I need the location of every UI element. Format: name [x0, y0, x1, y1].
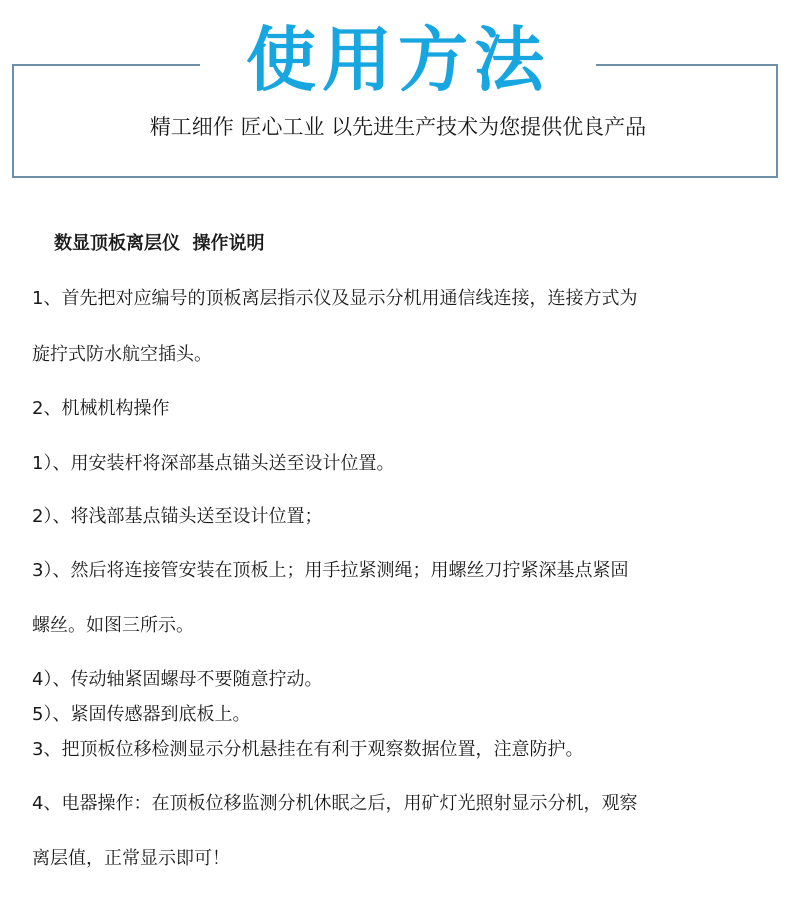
instruction-line-1: 1、首先把对应编号的顶板离层指示仪及显示分机用通信线连接，连接方式为	[32, 288, 638, 309]
instruction-line-8: 4）、传动轴紧固螺母不要随意拧动。	[32, 669, 323, 690]
instruction-line-3: 2、机械机构操作	[32, 398, 170, 419]
manual-title: 数显顶板离层仪 操作说明	[54, 233, 265, 254]
slogan: 精工细作 匠心工业 以先进生产技术为您提供优良产品	[149, 115, 647, 139]
instruction-line-6: 3）、然后将连接管安装在顶板上；用手拉紧测绳；用螺丝刀拧紧深基点紧固	[32, 560, 629, 581]
instruction-line-4: 1）、用安装杆将深部基点锚头送至设计位置。	[32, 453, 395, 474]
instruction-line-11: 4、电器操作：在顶板位移监测分机休眠之后，用矿灯光照射显示分机，观察	[32, 793, 638, 814]
page-title: 使用方法	[246, 19, 550, 101]
instruction-line-2: 旋拧式防水航空插头。	[32, 344, 212, 365]
instruction-line-12: 离层值，正常显示即可！	[32, 848, 230, 869]
instruction-line-10: 3、把顶板位移检测显示分机悬挂在有利于观察数据位置，注意防护。	[32, 739, 584, 760]
instruction-line-7: 螺丝。如图三所示。	[32, 615, 194, 636]
instruction-line-9: 5）、紧固传感器到底板上。	[32, 704, 251, 725]
instruction-line-5: 2）、将浅部基点锚头送至设计位置；	[32, 506, 323, 527]
